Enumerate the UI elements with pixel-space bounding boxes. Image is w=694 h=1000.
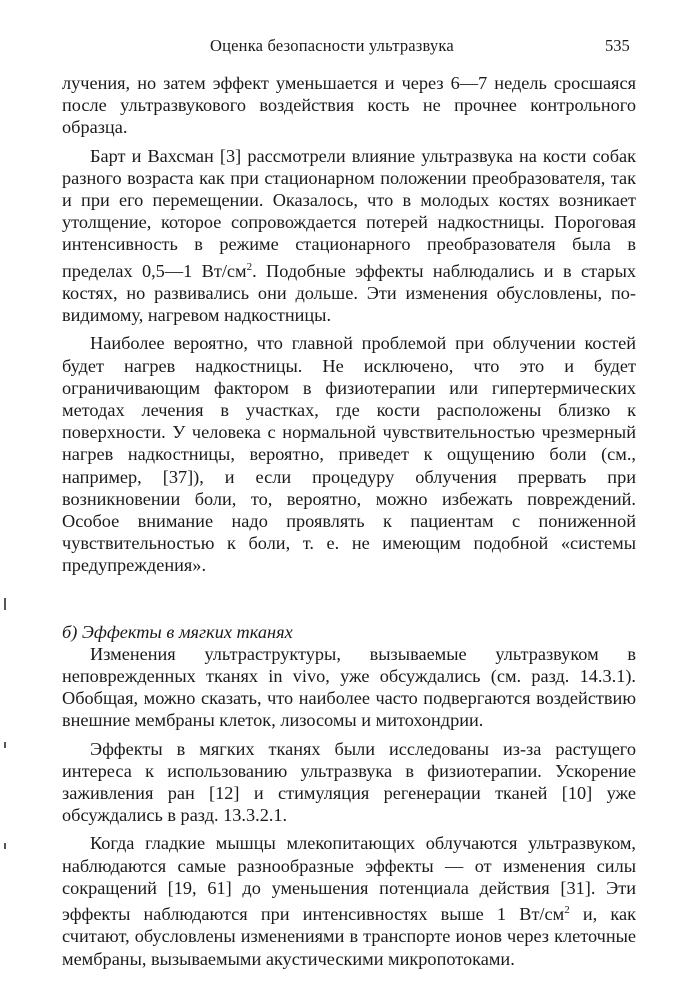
margin-mark [4,598,6,610]
paragraph [62,145,636,327]
section-heading [62,621,636,643]
superscript: 2 [564,904,570,916]
paragraph-text: Барт и Вахсман [3] рассмотрели влияние ультразвука на кости собак разного возраста как при стационарном положении преобразователя, так и при его перемещении. Оказалось, что в молодых костях возникает утолщение, которое сопровождается потерей надкостницы. Пороговая интенсивность в режиме стационарного преобразователя была в пределах 0,5—1 Вт/см [62,145,636,281]
page-body [62,72,636,970]
paragraph-text: . Подобные эффекты наблюдались и в старых костях, но развивались они дольше. Эти изменения обусловлены, по-видимому, нагревом надкостницы. [62,260,636,326]
margin-mark [4,742,6,748]
paragraph-text: и, как считают, обусловлены изменениями в транспорте ионов через клеточные мембраны, вызываемыми акустическими микропотоками. [62,904,636,969]
paragraph: Эффекты в мягких тканях были исследованы из-за растущего интереса к использованию ультразвука в физиотерапии. Ускорение заживления ран [12] и стимуляция регенерации тканей [10] уже обсуждались в разд. 13.3.2.1. [62,738,636,826]
paragraph-text: Когда гладкие мышцы млекопитающих облучаются ультразвуком, наблюдаются самые разнообразные эффекты — от изменения силы сокращений [19, 61] до уменьшения потенциала действия [31]. Эти эффекты наблюдаются при интенсивностях выше 1 Вт/см [62,833,636,925]
superscript: 2 [246,260,253,273]
paragraph: Наиболее вероятно, что главной проблемой при облучении костей будет нагрев надкостницы. Не исключено, что это и будет ограничивающим фактором в физиотерапии или гипертермических методах лечения в участках, где кости расположены близко к поверхности. У человека с нормальной чувствительностью чрезмерный нагрев надкостницы, вероятно, приведет к ощущению боли (см., например, [37]), и если процедуру облучения прервать при возникновении боли, то, вероятно, можно избежать повреждений. Особое внимание надо проявлять к пациентам с пониженной чувствительностью к боли, т. е. не имеющим подобной «системы предупреждения». [62,333,636,576]
paragraph: лучения, но затем эффект уменьшается и через 6—7 недель сросшаяся после ультразвукового воздействия кость не прочнее контрольного образца. [62,73,636,138]
margin-mark [4,843,6,849]
section-title: Эффекты в мягких тканях [81,621,293,642]
running-header [0,36,694,60]
paragraph: Изменения ультраструктуры, вызываемые ультразвуком в неповрежденных тканях in vivo, уже обсуждались (см. разд. 14.3.1). Обобщая, можно сказать, что наиболее часто подвергаются воздействию внешние мембраны клеток, лизосомы и митохондрии. [62,643,636,731]
section-label: б) [62,621,78,642]
running-title: Оценка безопасности ультразвука [210,36,454,55]
paragraph [62,832,636,969]
page-number: 535 [605,36,630,55]
